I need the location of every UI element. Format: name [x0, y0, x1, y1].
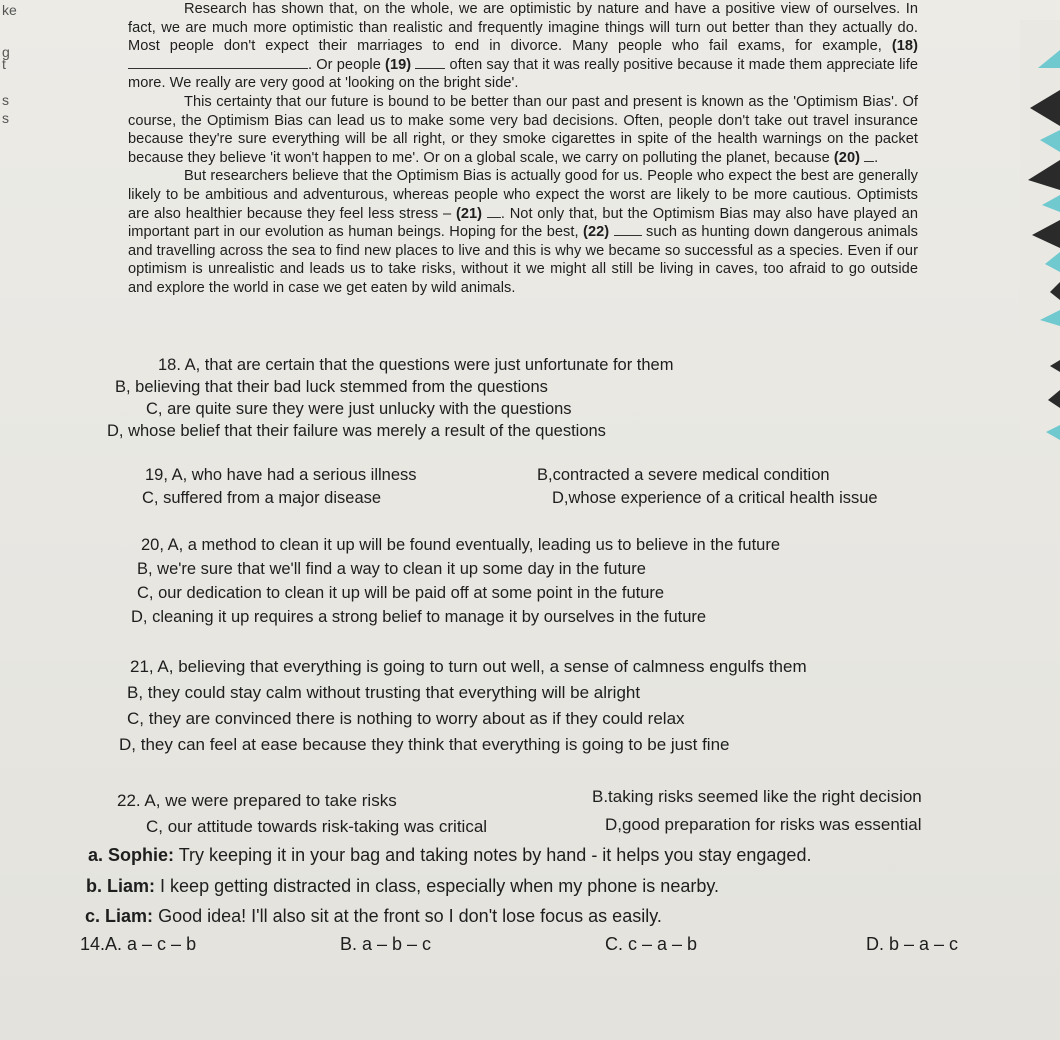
paragraph-1-text: often say that it was really positive because it made them appreciate life more. We really are very good at 'looking on the bright side'. — [128, 56, 918, 92]
q19-option-a[interactable]: 19, A, who have had a serious illness — [145, 466, 417, 484]
q20-option-c[interactable]: C, our dedication to clean it up will be paid off at some point in the future — [137, 584, 665, 602]
q14-option-c[interactable]: C. c – a – b — [605, 934, 698, 954]
paragraph-1-text: . Or people — [308, 56, 381, 73]
q22-option-d[interactable]: D,good preparation for risks was essential — [605, 815, 922, 834]
dialogue-line-a — [88, 845, 811, 866]
q14-option-b[interactable]: B. a – b – c — [340, 934, 432, 954]
q14-option-a[interactable]: 14.A. a – c – b — [80, 934, 197, 954]
gap-22-blank[interactable] — [614, 223, 642, 236]
left-margin-fragments — [0, 0, 30, 140]
gap-21-label: (21) — [455, 205, 483, 222]
gap-22-label: (22) — [583, 224, 610, 241]
dialogue-line-b — [86, 876, 719, 897]
margin-fragment: t — [2, 56, 6, 72]
q14-option-d[interactable]: D. b – a – c — [866, 934, 959, 954]
dialogue-letter: c. — [85, 906, 101, 926]
paragraph-3-text: . Not only that, but the Optimism Bias may also have played an important part in our evolution as human beings. Hoping for the best, — [128, 205, 919, 241]
q21-option-c[interactable]: C, they are convinced there is nothing to worry about as if they could relax — [127, 709, 685, 728]
q19-option-b[interactable]: B,contracted a severe medical condition — [537, 466, 830, 484]
q19-option-c[interactable]: C, suffered from a major disease — [142, 489, 382, 507]
gap-19-blank[interactable] — [415, 56, 445, 69]
gap-21-blank[interactable] — [487, 205, 501, 218]
q22-option-c[interactable]: C, our attitude towards risk-taking was critical — [146, 817, 488, 836]
dialogue-text: I keep getting distracted in class, especially when my phone is nearby. — [160, 876, 720, 896]
gap-20-blank[interactable] — [864, 149, 874, 162]
gap-19-label: (19) — [385, 56, 412, 73]
margin-fragment: g — [2, 44, 10, 60]
decorative-pattern — [1020, 20, 1060, 440]
paragraph-2-text: This certainty that our future is bound to be better than our past and present is known as the 'Optimism Bias'. Of course, the Optimism Bias can lead us to make some very bad decisions. Often, people don't take out travel insurance because they're sure everything will be all right, or they smoke cigarettes in spite of the health warnings on the packet because they believe 'it won't happen to me'. Or on a global scale, we carry on polluting the planet, because — [128, 93, 918, 166]
dialogue-line-c — [85, 906, 662, 927]
q18-option-d[interactable]: D, whose belief that their failure was merely a result of the questions — [107, 422, 606, 440]
q20-option-d[interactable]: D, cleaning it up requires a strong belief to manage it by ourselves in the future — [131, 608, 707, 626]
gap-18-blank[interactable] — [128, 56, 308, 69]
dialogue-speaker: Liam: — [105, 906, 154, 926]
dialogue-text: Good idea! I'll also sit at the front so I don't lose focus as easily. — [158, 906, 662, 926]
reading-passage — [128, 0, 918, 298]
dialogue-letter: a. — [88, 845, 104, 865]
q22-option-a[interactable]: 22. A, we were prepared to take risks — [117, 791, 397, 810]
q18-option-c[interactable]: C, are quite sure they were just unlucky with the questions — [146, 400, 572, 418]
q18-option-b[interactable]: B, believing that their bad luck stemmed from the questions — [115, 378, 548, 396]
dialogue-text: Try keeping it in your bag and taking notes by hand - it helps you stay engaged. — [178, 845, 812, 865]
q22-option-b[interactable]: B.taking risks seemed like the right decision — [592, 787, 922, 806]
dialogue-letter: b. — [86, 876, 102, 896]
q20-option-a[interactable]: 20, A, a method to clean it up will be found eventually, leading us to believe in the future — [141, 536, 781, 554]
dialogue-speaker: Sophie: — [108, 845, 175, 865]
paragraph-2-text: . — [874, 149, 879, 166]
gap-20-label: (20) — [833, 149, 861, 166]
q21-option-b[interactable]: B, they could stay calm without trusting that everything will be alright — [127, 683, 641, 702]
margin-fragment: s — [2, 92, 9, 108]
dialogue-speaker: Liam: — [107, 876, 156, 896]
paragraph-3-text: such as hunting down dangerous animals and travelling across the sea to find new places to live and this is why we became so successful as a species. Even if our optimism is unrealistic and leads us to take risks, without it we might all still be living in caves, too afraid to go outside and explore the world in case we get eaten by wild animals. — [128, 224, 919, 296]
margin-fragment: s — [2, 110, 9, 126]
paragraph-3-text: But researchers believe that the Optimism Bias is actually good for us. People who expect the best are generally likely to be ambitious and adventurous, whereas people who expect the worst are likely to be more cautious. Optimists are also healthier because they feel less stress – — [128, 168, 918, 222]
q20-option-b[interactable]: B, we're sure that we'll find a way to clean it up some day in the future — [137, 560, 646, 578]
gap-18-label: (18) — [891, 38, 919, 55]
q21-option-a[interactable]: 21, A, believing that everything is going to turn out well, a sense of calmness engulfs them — [130, 657, 807, 676]
paragraph-1-text: Research has shown that, on the whole, we are optimistic by nature and have a positive view of ourselves. In fact, we are much more optimistic than realistic and frequently imagine things will turn out better than they actually do. Most people don't expect their marriages to end in divorce. Many people who fail exams, for example, — [128, 1, 918, 55]
q19-option-d[interactable]: D,whose experience of a critical health issue — [552, 489, 878, 507]
q18-option-a[interactable]: 18. A, that are certain that the questions were just unfortunate for them — [158, 356, 674, 374]
margin-fragment: ke — [2, 2, 17, 18]
paragraph-2 — [128, 93, 918, 167]
paragraph-3 — [128, 167, 918, 297]
paragraph-1 — [128, 0, 918, 93]
q21-option-d[interactable]: D, they can feel at ease because they think that everything is going to be just fine — [119, 735, 730, 754]
